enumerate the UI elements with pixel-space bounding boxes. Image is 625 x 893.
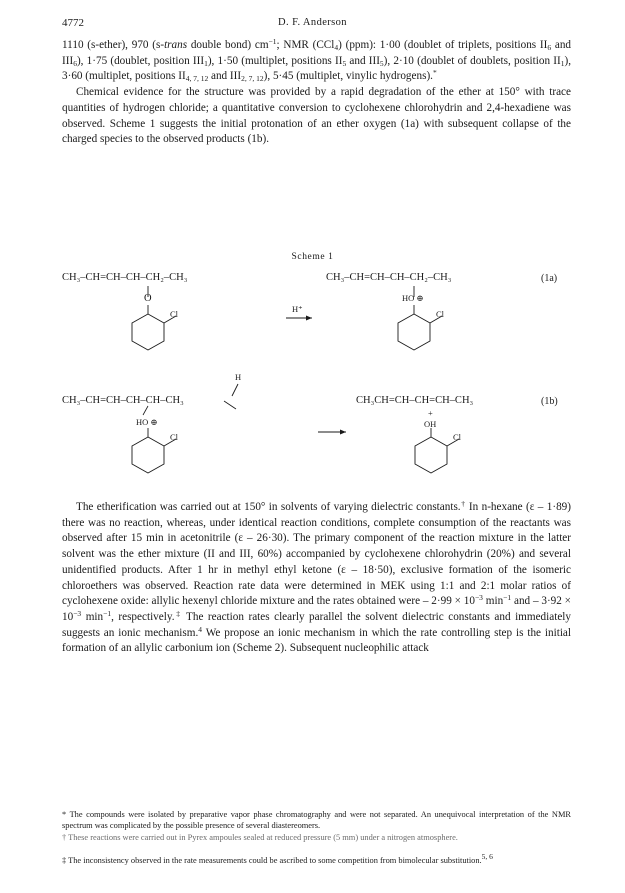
footnote-asterisk: * The compounds were isolated by preparative vapor phase chromatography and were not separated. An unequivocal interpretation of the NMR spectrum was complicated by the possible presence of several diastereomers. [62, 810, 571, 831]
ether-oxygen: O [144, 293, 152, 304]
ether-formula: CH₃–CH=CH–CH–CH₂–CH₃ [62, 272, 188, 283]
equation-label-1b: (1b) [541, 396, 558, 407]
etherification-paragraph: The etherification was carried out at 150° in solvents of varying dielectric constants.† In n-hexane (ε – 1·89) there was no reaction, whereas, under identical reaction conditions, complete consumption of the reactants was observed after 15 min in acetonitrile (ε – 26·30). The primary component of the reaction mixture in the latter solvent was the ether mixture (II and III, 60%) accompanied by cyclohexene chlorohydrin (20%) and several unidentified products. After 1 hr in methyl ethyl ketone (ε – 18·50), exclusive formation of the isomeric chloroethers was observed. Reaction rate data were determined in MEK using 1:1 and 2:1 molar ratios of cyclohexene oxide: allylic hexenyl chloride mixture and the rates obtained were – $2\cdot 99 \times 10^{-3}$ $\min^{-1}$ and – $3\cdot 92 \times 10^{-3}$ $\min^{-1}$, respectively.‡ The reaction rates clearly parallel the solvent dielectric constants and immediately suggests an ionic mechanism.$^4$ We propose an ionic mechanism in which the rate controlling step is the initial formation of an allylic carbonium ion (Scheme 2). Subsequent nucleophilic attack [62, 499, 572, 655]
oxonium-label: HO ⊕ [402, 293, 424, 303]
proton-arrow-label: H⁺ [292, 304, 303, 314]
footnote-double-dagger: ‡ The inconsistency observed in the rate measurements could be ascribed to some competition from bimolecular substitution.$^{5, 6}$ [62, 852, 493, 865]
chemical-evidence-paragraph: Chemical evidence for the structure was provided by a rapid degradation of the ether at 150° with trace quantities of hydrogen chloride; a quantitative conversion to cyclohexene chlorohydrin and 2,4-hexadiene was observed. Scheme 1 suggests the initial protonation of an ether oxygen (1a) with subsequent collapse of the charged species to the observed products (1b). [62, 86, 571, 146]
protonated-ether-formula: CH₃–CH=CH–CH–CH₂–CH₃ [326, 272, 452, 283]
footnote-dagger: † These reactions were carried out in Pyrex ampoules sealed at reduced pressure (5 mm) under a nitrogen atmosphere. [62, 833, 458, 842]
chloro-label: Cl [436, 309, 445, 319]
intro-text: 1110 (s-ether), 970 (s-trans double bond) $cm^{-1}$; NMR (CCl$_4$) (ppm): 1·00 (doublet of triplets, positions $II_6$ and $III_6$), 1·75 (doublet, position $III_1$), 1·50 (multiplet, positions $II_5$ and $III_5$), 2·10 (doublet of doublets, position $II_1$), 3·60 (multiplet, positions $II_{4, 7, 12}$ and $III_{2, 7, 12}$), 5·45 (multiplet, vinylic hydrogens).* [62, 37, 572, 84]
hydroxyl-label: OH [424, 419, 437, 429]
chloro-label: Cl [170, 309, 179, 319]
hydrogen-label: H [235, 372, 242, 382]
page-number: 4772 [62, 17, 84, 29]
plus-sign: + [428, 408, 433, 418]
chloro-label: Cl [170, 432, 179, 442]
transition-formula: CH₃–CH=CH–CH–CH–CH₃ [62, 395, 184, 406]
scheme-title: Scheme 1 [291, 252, 334, 262]
oxonium-label: HO ⊕ [136, 417, 158, 427]
hexadiene-formula: CH₃CH=CH–CH=CH–CH₃ [356, 395, 474, 406]
equation-label-1a: (1a) [541, 273, 558, 284]
running-header-author: D. F. Anderson [278, 17, 347, 28]
chloro-label: Cl [453, 432, 462, 442]
